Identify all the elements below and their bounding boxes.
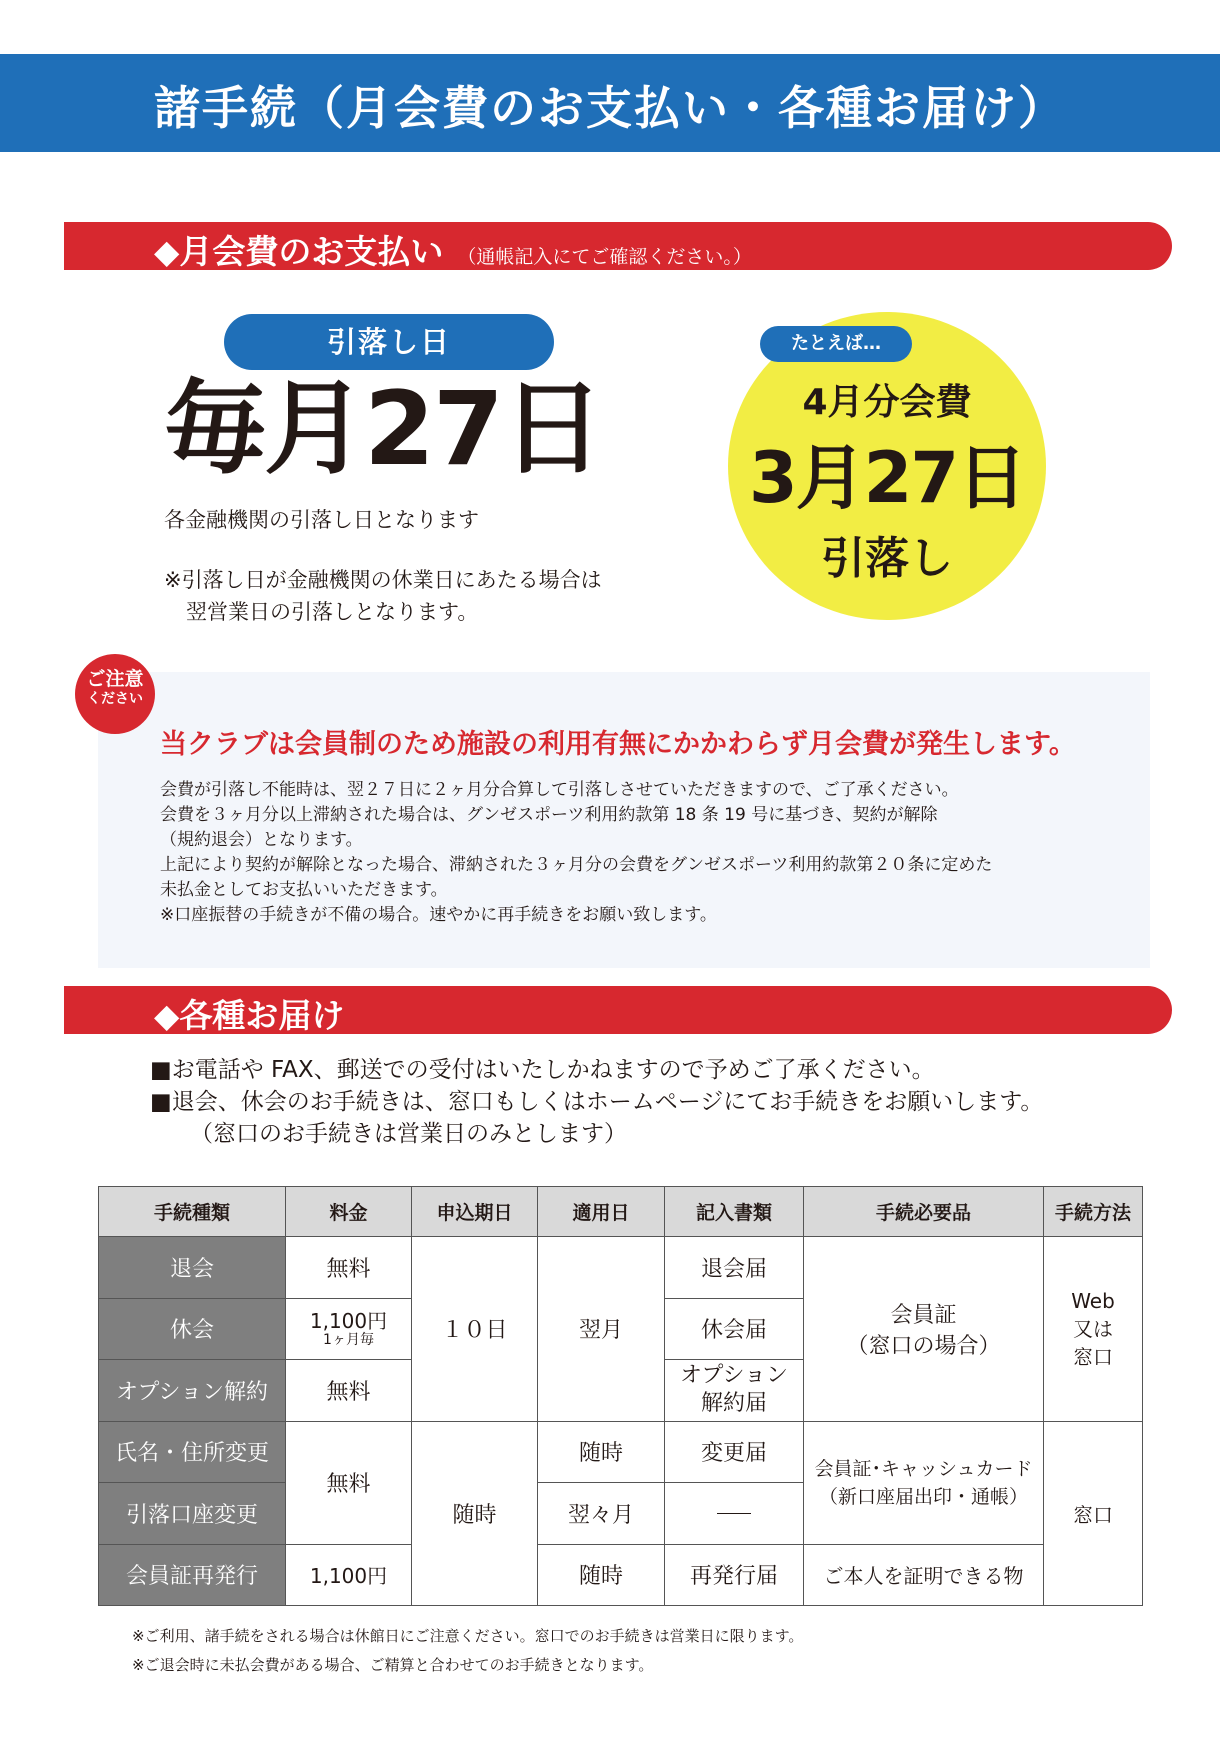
example-tag: たとえば… (760, 326, 912, 362)
notices-section-bar (64, 986, 1172, 1034)
row-header-saihakko: 会員証再発行 (99, 1544, 286, 1606)
items-line: 会員証 (890, 1302, 957, 1328)
payment-section-bar (64, 222, 1172, 270)
row-header-kyukai: 休会 (99, 1298, 286, 1360)
caution-badge-line1: ご注意 (86, 668, 144, 690)
table-header: 手続種類 (99, 1187, 286, 1237)
table-header: 料金 (286, 1187, 412, 1237)
fee-cell: 無料 (286, 1360, 412, 1422)
title-bar (0, 54, 1220, 152)
apply-cell: 随時 (538, 1421, 665, 1483)
form-cell (665, 1360, 804, 1422)
row-header-shimei: 氏名・住所変更 (99, 1421, 286, 1483)
holiday-note (164, 564, 602, 628)
table-header: 適用日 (538, 1187, 665, 1237)
table-header: 手続必要品 (804, 1187, 1044, 1237)
holiday-note-line2: 翌営業日の引落しとなります。 (186, 600, 479, 624)
procedures-table (98, 1186, 1143, 1606)
footnote: ※ご利用、諸手続をされる場合は休館日にご注意ください。窓口でのお手続きは営業日に限ります。 (132, 1627, 804, 1645)
notice-line2: ■退会、休会のお手続きは、窓口もしくはホームページにてお手続きをお願いします。 (150, 1089, 1044, 1115)
notice-line1: ■お電話や FAX、郵送での受付はいたしかねますので予めご了承ください。 (150, 1057, 935, 1083)
table-row (99, 1237, 1143, 1299)
payment-heading-sub: （通帳記入にてご確認ください。） (457, 246, 752, 268)
caution-badge-line2: ください (87, 691, 143, 707)
caution-line: 未払金としてお支払いいただきます。 (160, 880, 448, 900)
method-line: 又は (1073, 1316, 1113, 1341)
example-line3: 引落し (821, 533, 953, 584)
table-header: 記入書類 (665, 1187, 804, 1237)
caution-badge (75, 654, 155, 734)
form-line: オプション (679, 1363, 789, 1389)
example-line2: 3月27日 (748, 437, 1026, 519)
table-header-row (99, 1187, 1143, 1237)
form-cell: 変更届 (665, 1421, 804, 1483)
debit-date: 毎月27日 (164, 370, 602, 489)
footnotes (132, 1622, 803, 1680)
caution-line: 会費を３ヶ月分以上滞納された場合は、グンゼスポーツ利用約款第 18 条 19 号に基づき、契約が解除 (160, 805, 938, 825)
apply-cell: 随時 (538, 1544, 665, 1606)
debit-note: 各金融機関の引落し日となります (164, 508, 479, 532)
example-circle (728, 312, 1046, 620)
items-line: （新口座届出印・通帳） (818, 1485, 1028, 1508)
items-line: （窓口の場合） (846, 1333, 1001, 1359)
deadline-cell: 随時 (412, 1421, 538, 1606)
form-cell (665, 1483, 804, 1545)
method-line: 窓口 (1073, 1344, 1113, 1369)
fee-sub: 1ヶ月毎 (323, 1331, 374, 1348)
caution-line: （規約退会）となります。 (160, 830, 363, 850)
fee-cell: 1,100円 (286, 1544, 412, 1606)
fee-cell: 無料 (286, 1421, 412, 1544)
method-line: Web (1071, 1288, 1115, 1313)
caution-line: 上記により契約が解除となった場合、滞納された３ヶ月分の会費をグンゼスポーツ利用約款第２０条に定めた (160, 855, 993, 875)
method-cell (1044, 1237, 1143, 1422)
payment-heading (154, 226, 752, 273)
row-header-taikai: 退会 (99, 1237, 286, 1299)
example-line1: 4月分会費 (802, 382, 972, 423)
row-header-hikiotoshi: 引落口座変更 (99, 1483, 286, 1545)
method-cell: 窓口 (1044, 1421, 1143, 1606)
form-cell: 休会届 (665, 1298, 804, 1360)
deadline-cell: １０日 (412, 1237, 538, 1422)
fee-cell (286, 1298, 412, 1360)
debit-day-pill: 引落し日 (224, 314, 554, 370)
table-row (99, 1544, 1143, 1606)
caution-headline: 当クラブは会員制のため施設の利用有無にかかわらず月会費が発生します。 (160, 729, 1076, 760)
dash-mark (717, 1513, 751, 1514)
items-cell: ご本人を証明できる物 (804, 1544, 1044, 1606)
notice-line3: （窓口のお手続きは営業日のみとします） (190, 1121, 627, 1147)
page-title: 諸手続（月会費のお支払い・各種お届け） (154, 81, 1066, 135)
apply-cell: 翌月 (538, 1237, 665, 1422)
form-cell: 退会届 (665, 1237, 804, 1299)
form-line: 解約届 (700, 1391, 767, 1417)
table-header: 手続方法 (1044, 1187, 1143, 1237)
fee-value: 1,100円 (309, 1308, 388, 1333)
holiday-note-line1: ※引落し日が金融機関の休業日にあたる場合は (164, 568, 602, 592)
caution-body (160, 778, 992, 928)
fee-cell: 無料 (286, 1237, 412, 1299)
items-cell (804, 1237, 1044, 1422)
apply-cell: 翌々月 (538, 1483, 665, 1545)
notices-heading: ◆各種お届け (154, 996, 345, 1035)
row-header-option: オプション解約 (99, 1360, 286, 1422)
table-row (99, 1421, 1143, 1483)
caution-line: 会費が引落し不能時は、翌２７日に２ヶ月分合算して引落しさせていただきますので、ご了承ください。 (160, 780, 959, 800)
notices-text (150, 1054, 1043, 1150)
payment-heading-text: ◆月会費のお支払い (154, 232, 444, 271)
form-cell: 再発行届 (665, 1544, 804, 1606)
items-line: 会員証･キャッシュカード (814, 1457, 1033, 1480)
table-header: 申込期日 (412, 1187, 538, 1237)
items-cell (804, 1421, 1044, 1544)
footnote: ※ご退会時に未払会費がある場合、ご精算と合わせてのお手続きとなります。 (132, 1656, 654, 1674)
caution-line: ※口座振替の手続きが不備の場合。速やかに再手続きをお願い致します。 (160, 905, 717, 925)
